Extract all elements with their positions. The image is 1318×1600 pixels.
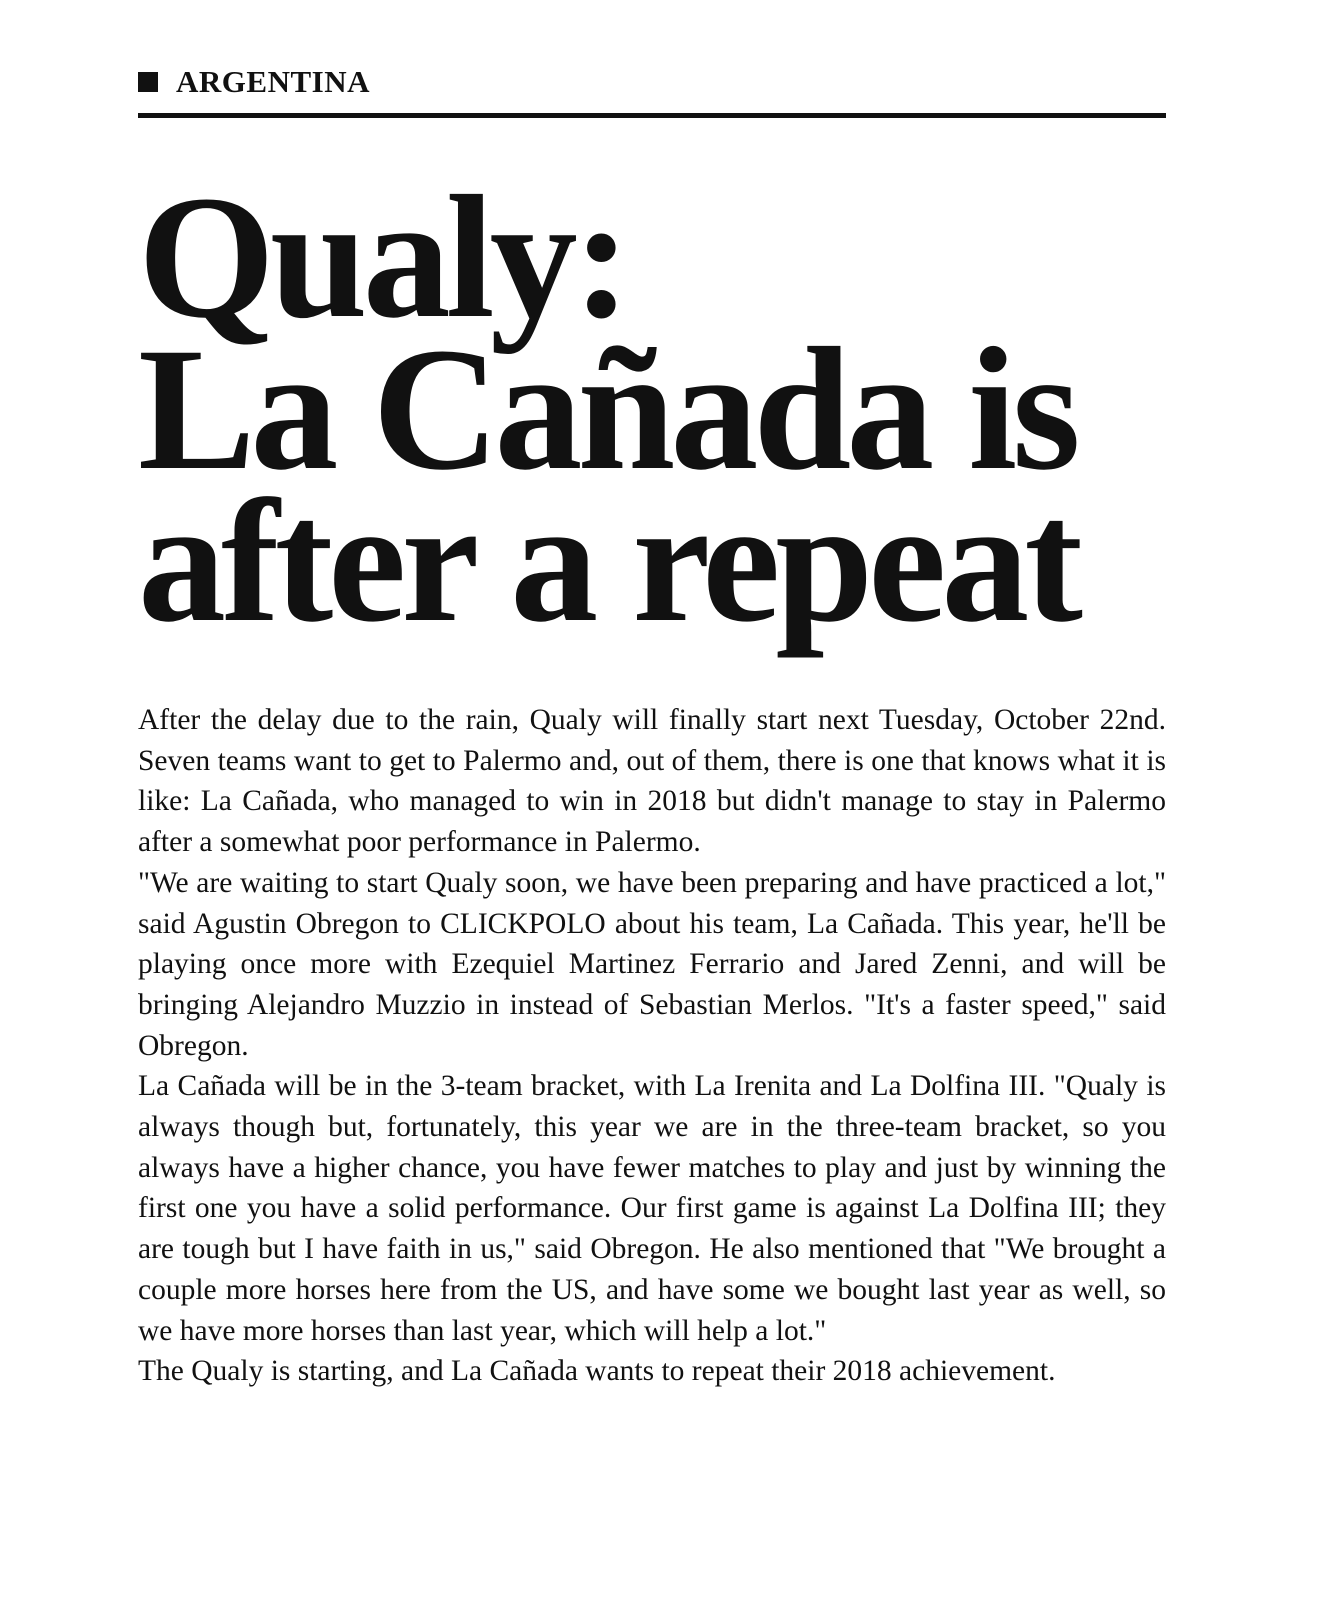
article-paragraph: The Qualy is starting, and La Cañada wants to repeat their 2018 achievement. xyxy=(138,1355,1056,1388)
headline-line-1: Qualy: xyxy=(138,160,627,355)
section-header xyxy=(138,66,370,97)
section-label: ARGENTINA xyxy=(176,64,370,99)
article-paragraph: "We are waiting to start Qualy soon, we have been preparing and have practiced a lot," said Agustin Obregon to CLICKPOLO about his team, La Cañada. This year, he'll be playing once more with Ezequiel Martinez Ferrario and Jared Zenni, and will be bringing Alejandro Muzzio in instead of Sebastian Merlos. "It's a faster speed," said Obregon. xyxy=(138,866,1166,1062)
headline-line-2: La Cañada is xyxy=(138,312,1076,507)
header-divider xyxy=(138,113,1166,118)
headline-line-3: after a repeat xyxy=(138,464,1078,659)
article-paragraph: La Cañada will be in the 3-team bracket, with La Irenita and La Dolfina III. "Qualy is always though but, fortunately, this year we are in the three-team bracket, so you always have a higher chance, you have fewer matches to play and just by winning the first one you have a solid performance. Our first game is against La Dolfina III; they are tough but I have faith in us," said Obregon. He also mentioned that "We brought a couple more horses here from the US, and have some we bought last year as well, so we have more horses than last year, which will help a lot." xyxy=(138,1070,1166,1347)
article-paragraph: After the delay due to the rain, Qualy will finally start next Tuesday, October 22nd. Seven teams want to get to Palermo and, out of them, there is one that knows what it is like: La Cañada, who managed to win in 2018 but didn't manage to stay in Palermo after a somewhat poor performance in Palermo. xyxy=(138,704,1166,859)
section-square-icon xyxy=(138,72,158,92)
article-body xyxy=(138,700,1166,1392)
article-headline xyxy=(138,160,1178,659)
